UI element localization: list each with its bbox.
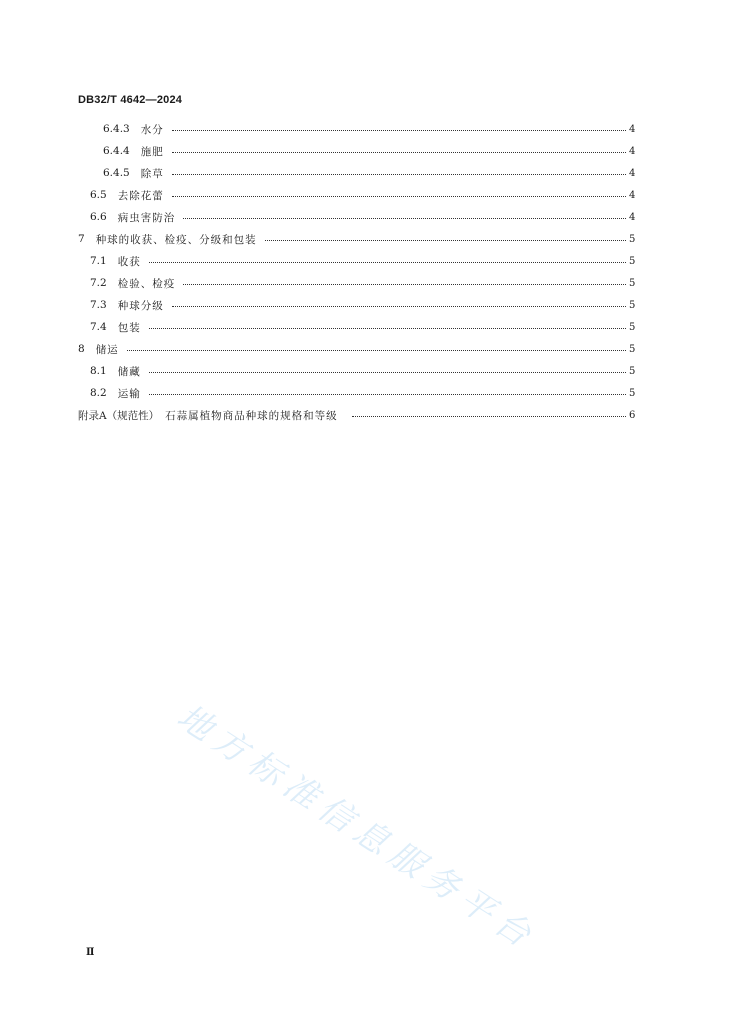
toc-entry-page: 4 [629, 167, 636, 179]
toc-entry-number: 7.3 [90, 299, 107, 311]
toc-entry[interactable] [90, 384, 634, 402]
toc-leader-dots [183, 218, 626, 219]
toc-entry[interactable] [90, 296, 634, 314]
toc-leader-dots [149, 328, 626, 329]
toc-entry[interactable] [90, 274, 634, 292]
toc-entry-page: 5 [629, 233, 636, 245]
toc-entry[interactable] [78, 340, 634, 358]
toc-leader-dots [352, 416, 626, 417]
toc-entry-number: 附录A（规范性） [78, 409, 160, 422]
toc-leader-dots [183, 284, 626, 285]
toc-entry-title: 种球分级 [117, 299, 164, 312]
toc-entry-page: 6 [629, 409, 636, 421]
toc-entry[interactable] [90, 186, 634, 204]
toc-entry-number: 6.4.4 [103, 145, 130, 157]
toc-entry-number: 8.2 [90, 387, 107, 399]
toc-entry-title: 除草 [140, 167, 164, 180]
page-number: Ⅱ [86, 947, 95, 958]
toc-entry[interactable] [103, 120, 634, 138]
toc-entry[interactable] [90, 318, 634, 336]
toc-entry-page: 4 [629, 211, 636, 223]
toc-leader-dots [149, 262, 626, 263]
toc-entry-page: 5 [629, 343, 636, 355]
toc-leader-dots [172, 174, 626, 175]
toc-entry-title: 去除花蕾 [117, 189, 164, 202]
watermark: 地方标准信息服务平台 [169, 696, 544, 960]
toc-entry-page: 5 [629, 365, 636, 377]
standard-code: DB32/T 4642—2024 [78, 94, 183, 106]
toc-entry-title: 储藏 [117, 365, 141, 378]
toc-entry[interactable] [90, 252, 634, 270]
toc-entry-page: 4 [629, 145, 636, 157]
toc-leader-dots [172, 152, 626, 153]
toc-leader-dots [265, 240, 626, 241]
toc-entry-number: 7.1 [90, 255, 107, 267]
toc-entry[interactable] [90, 362, 634, 380]
toc-entry-page: 5 [629, 277, 636, 289]
toc-entry-title: 储运 [95, 343, 119, 356]
toc-entry-title: 石蒜属植物商品种球的规格和等级 [165, 409, 338, 422]
toc-leader-dots [149, 394, 626, 395]
toc-leader-dots [149, 372, 626, 373]
toc-leader-dots [172, 306, 626, 307]
toc-entry-title: 水分 [140, 123, 164, 136]
toc-entry-number: 8.1 [90, 365, 107, 377]
toc-entry-number: 6.4.3 [103, 123, 130, 135]
toc-leader-dots [127, 350, 626, 351]
toc-entry-title: 收获 [117, 255, 141, 268]
toc-entry-page: 4 [629, 189, 636, 201]
toc-entry-page: 4 [629, 123, 636, 135]
toc-entry-appendix[interactable] [78, 406, 634, 424]
toc-entry[interactable] [103, 142, 634, 160]
toc-entry[interactable] [78, 230, 634, 248]
toc-entry[interactable] [90, 208, 634, 226]
toc-entry-title: 施肥 [140, 145, 164, 158]
toc-entry-page: 5 [629, 387, 636, 399]
toc-entry-page: 5 [629, 299, 636, 311]
toc-entry-page: 5 [629, 321, 636, 333]
toc-entry-number: 6.5 [90, 189, 107, 201]
toc-entry-number: 7.2 [90, 277, 107, 289]
toc-entry-number: 8 [78, 343, 85, 355]
toc-entry-title: 种球的收获、检疫、分级和包装 [95, 233, 257, 246]
toc-entry-title: 运输 [117, 387, 141, 400]
toc-entry-number: 6.4.5 [103, 167, 130, 179]
toc-entry-number: 7 [78, 233, 85, 245]
toc-entry[interactable] [103, 164, 634, 182]
toc-leader-dots [172, 130, 626, 131]
toc-entry-title: 病虫害防治 [117, 211, 176, 224]
toc-entry-number: 6.6 [90, 211, 107, 223]
toc-entry-title: 包装 [117, 321, 141, 334]
toc-entry-title: 检验、检疫 [117, 277, 176, 290]
toc-leader-dots [172, 196, 626, 197]
toc-entry-page: 5 [629, 255, 636, 267]
toc-entry-number: 7.4 [90, 321, 107, 333]
